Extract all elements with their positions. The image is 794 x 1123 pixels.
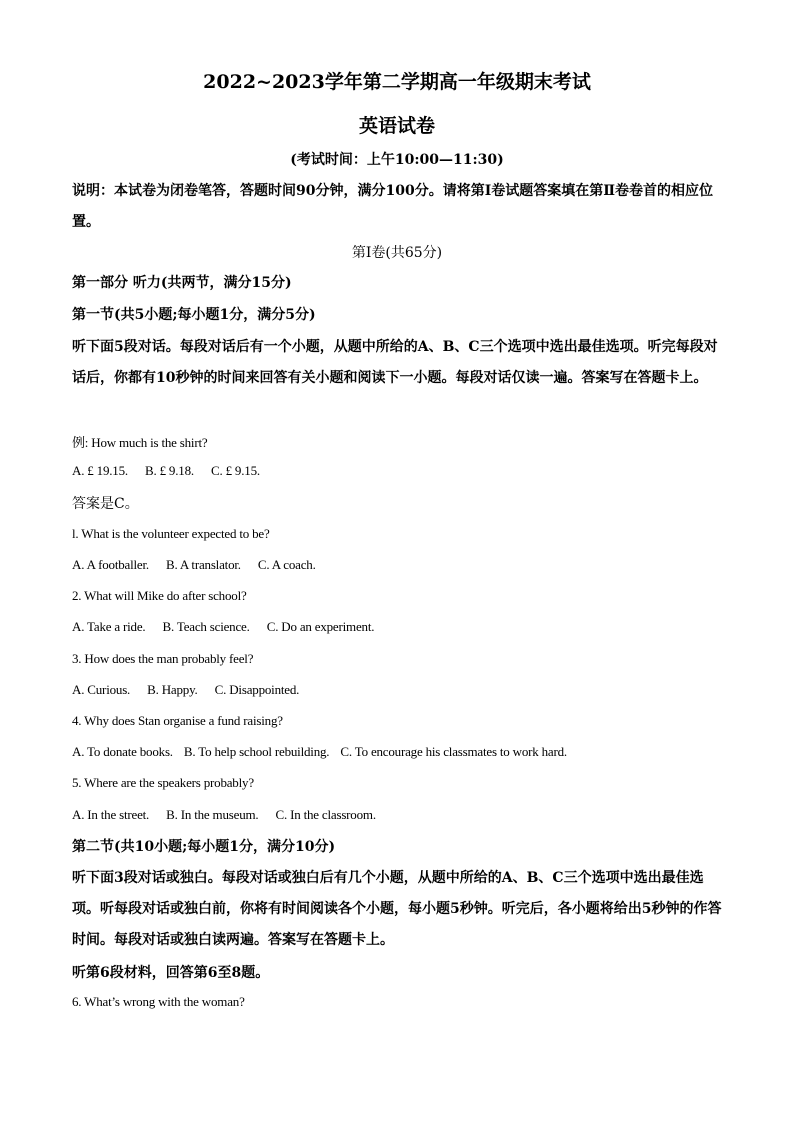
example-answer: 答案是C。	[72, 496, 139, 512]
option-a: A. Curious.	[72, 682, 131, 697]
option-c: C. To encourage his classmates to work hard.	[340, 744, 567, 759]
section2-title: 第二节(共10小题;每小题1分，满分10分)	[72, 839, 336, 855]
option-b: B. A translator.	[166, 557, 241, 572]
example-options	[72, 463, 274, 479]
question-3-options	[72, 682, 313, 698]
example-question: 例: How much is the shirt?	[72, 435, 208, 450]
option-c: C. Do an experiment.	[266, 619, 375, 634]
option-b: B. Teach science.	[162, 619, 250, 634]
question-6: 6. What’s wrong with the woman?	[72, 994, 245, 1009]
part1-title: 第一部分 听力(共两节，满分15分)	[72, 275, 292, 291]
material-6-instruction: 听第6段材料，回答第6至8题。	[72, 965, 270, 981]
section1-directions: 听下面5段对话。每段对话后有一个小题，从题中所给的A、B、C三个选项中选出最佳选项。听完每段对话后，你都有10秒钟的时间来回答有关小题和阅读下一小题。每段对话仅读一遍。答案写在答题卡上。	[72, 339, 718, 386]
question-1: l. What is the volunteer expected to be?	[72, 526, 270, 541]
option-c: C. Disappointed.	[214, 682, 300, 697]
option-b: B. Happy.	[147, 682, 198, 697]
question-5-options	[72, 807, 390, 823]
question-1-options	[72, 557, 330, 573]
option-c: C. A coach.	[257, 557, 316, 572]
example-option-c: C. £ 9.15.	[211, 463, 260, 478]
subject-title: 英语试卷	[358, 115, 435, 137]
question-3: 3. How does the man probably feel?	[72, 651, 254, 666]
exam-time: (考试时间：上午10:00—11:30)	[290, 152, 504, 168]
option-b: B. To help school rebuilding.	[183, 744, 330, 759]
question-2: 2. What will Mike do after school?	[72, 588, 247, 603]
option-a: A. To donate books.	[72, 744, 173, 759]
question-5: 5. Where are the speakers probably?	[72, 775, 254, 790]
question-2-options	[72, 619, 388, 635]
question-4: 4. Why does Stan organise a fund raising?	[72, 713, 283, 728]
question-4-options	[72, 744, 581, 760]
example-option-a: A. £ 19.15.	[72, 463, 128, 478]
option-a: A. Take a ride.	[72, 619, 146, 634]
section1-title: 第一节(共5小题;每小题1分，满分5分)	[72, 307, 316, 323]
option-b: B. In the museum.	[166, 807, 259, 822]
option-a: A. In the street.	[72, 807, 150, 822]
instructions: 说明：本试卷为闭卷笔答，答题时间90分钟，满分100分。请将第Ⅰ卷试题答案填在第Ⅱ卷卷首的相应位置。	[72, 183, 714, 230]
option-c: C. In the classroom.	[275, 807, 376, 822]
exam-title: 2022~2023学年第二学期高一年级期末考试	[203, 71, 591, 93]
volume1-title: 第Ⅰ卷(共65分)	[351, 245, 443, 261]
option-a: A. A footballer.	[72, 557, 149, 572]
section2-directions: 听下面3段对话或独白。每段对话或独白后有几个小题，从题中所给的A、B、C三个选项中选出最佳选项。听每段对话或独白前，你将有时间阅读各个小题，每小题5秒钟。听完后，各小题将给出5秒钟的作答时间。每段对话或独白读两遍。答案写在答题卡上。	[72, 870, 722, 948]
example-option-b: B. £ 9.18.	[145, 463, 194, 478]
